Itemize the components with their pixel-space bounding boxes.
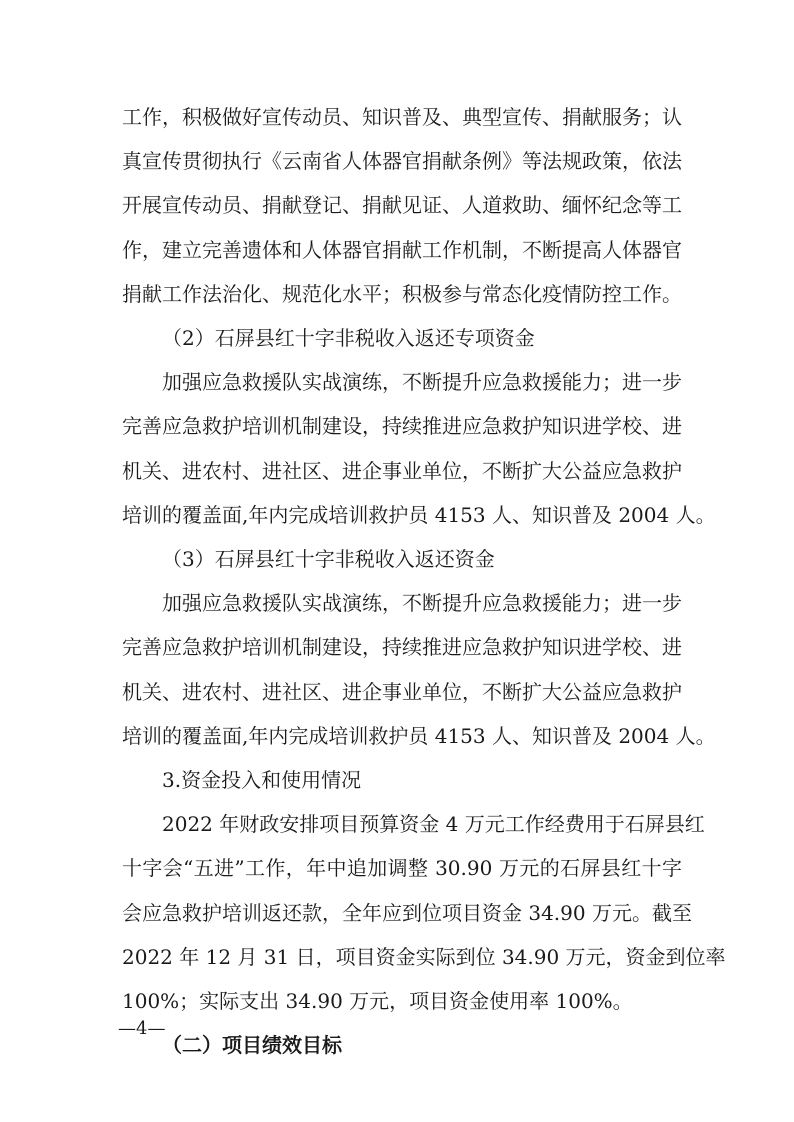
page-number: —4— [118, 1018, 166, 1039]
paragraph-4-line-2: 十字会“五进”工作，年中追加调整 30.90 万元的石屏县红十字 [122, 856, 682, 880]
paragraph-3-line-3: 机关、进农村、进社区、进企事业单位，不断扩大公益应急救护 [122, 680, 682, 704]
paragraph-4-line-1: 2022 年财政安排项目预算资金 4 万元工作经费用于石屏县红 [162, 812, 705, 836]
paragraph-3-line-1: 加强应急救援队实战演练，不断提升应急救援能力；进一步 [162, 591, 682, 615]
paragraph-2-line-4: 培训的覆盖面,年内完成培训救护员 4153 人、知识普及 2004 人。 [122, 503, 716, 527]
paragraph-4-line-4: 2022 年 12 月 31 日，项目资金实际到位 34.90 万元，资金到位率 [122, 945, 726, 969]
paragraph-4-line-3: 会应急救护培训返还款，全年应到位项目资金 34.90 万元。截至 [122, 901, 692, 925]
paragraph-3-line-4: 培训的覆盖面,年内完成培训救护员 4153 人、知识普及 2004 人。 [122, 724, 716, 748]
paragraph-2-line-2: 完善应急救护培训机制建设，持续推进应急救护知识进学校、进 [122, 414, 682, 438]
paragraph-3-line-2: 完善应急救护培训机制建设，持续推进应急救护知识进学校、进 [122, 635, 682, 659]
section-title-2: （二）项目绩效目标 [162, 1033, 342, 1057]
paragraph-2-line-3: 机关、进农村、进社区、进企事业单位，不断扩大公益应急救护 [122, 459, 682, 483]
paragraph-1-line-5: 捐献工作法治化、规范化水平；积极参与常态化疫情防控工作。 [122, 282, 682, 306]
subheading-3: （3）石屏县红十字非税收入返还资金 [162, 547, 495, 571]
paragraph-2-line-1: 加强应急救援队实战演练，不断提升应急救援能力；进一步 [162, 370, 682, 394]
paragraph-1-line-4: 作，建立完善遗体和人体器官捐献工作机制，不断提高人体器官 [122, 238, 682, 262]
paragraph-1-line-2: 真宣传贯彻执行《云南省人体器官捐献条例》等法规政策，依法 [122, 149, 682, 173]
subheading-2: （2）石屏县红十字非税收入返还专项资金 [162, 326, 535, 350]
paragraph-4-line-5: 100%；实际支出 34.90 万元，项目资金使用率 100%。 [122, 989, 633, 1013]
paragraph-1-line-1: 工作，积极做好宣传动员、知识普及、典型宣传、捐献服务；认 [122, 105, 682, 129]
paragraph-1-line-3: 开展宣传动员、捐献登记、捐献见证、人道救助、缅怀纪念等工 [122, 193, 682, 217]
section-3-title: 3.资金投入和使用情况 [162, 768, 362, 792]
